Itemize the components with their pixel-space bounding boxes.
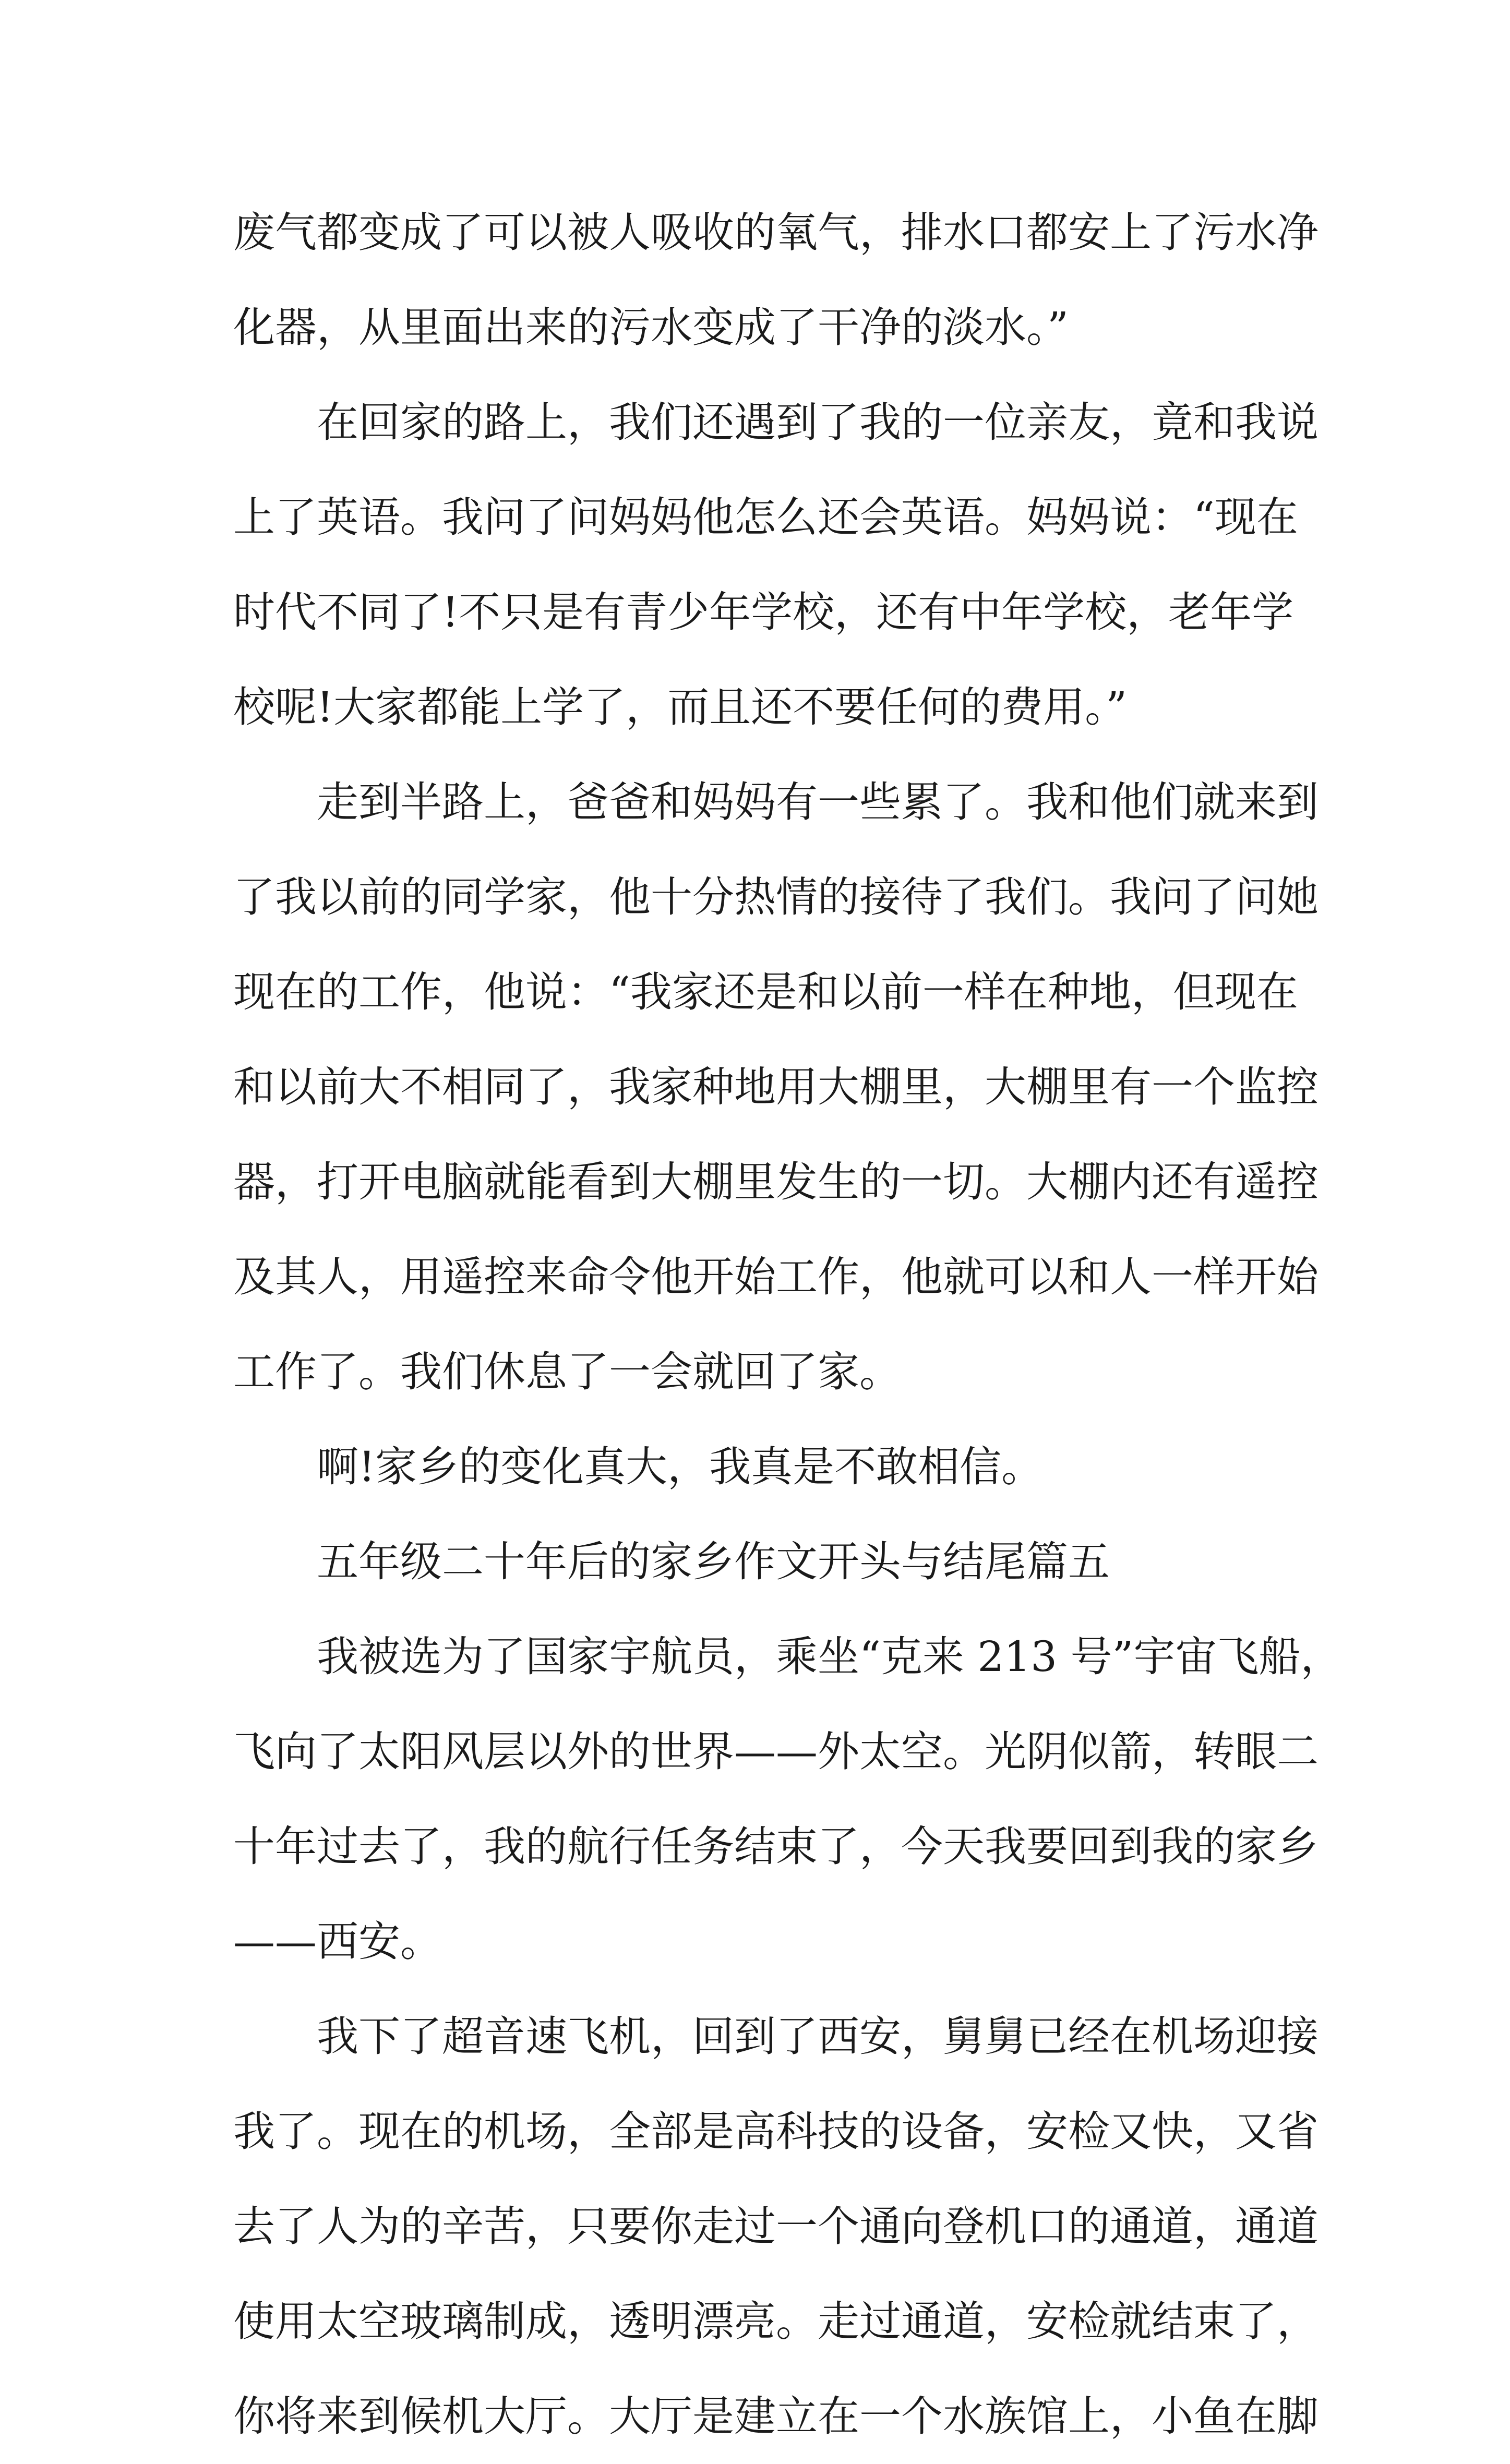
section-heading-line: 五年级二十年后的家乡作文开头与结尾篇五 [317, 1537, 1110, 1586]
text-line: 我了。现在的机场，全部是高科技的设备，安检又快，又省 [233, 2107, 1319, 2156]
text-line: 了我以前的同学家，他十分热情的接待了我们。我问了问她 [233, 873, 1319, 921]
paragraph-start-line: 我被选为了国家宇航员，乘坐“克来 213 号”宇宙飞船， [317, 1632, 1343, 1681]
text-line: 化器，从里面出来的污水变成了干净的淡水。” [233, 303, 1069, 352]
paragraph-start-line: 在回家的路上，我们还遇到了我的一位亲友，竟和我说 [317, 398, 1319, 447]
body-text [233, 185, 1343, 2464]
text-line: ——西安。 [233, 1917, 442, 1966]
text-line: 及其人，用遥控来命令他开始工作，他就可以和人一样开始 [233, 1253, 1319, 1301]
text-line: 现在的工作，他说：“我家还是和以前一样在种地，但现在 [233, 968, 1298, 1016]
text-line: 你将来到候机大厅。大厅是建立在一个水族馆上，小鱼在脚 [233, 2392, 1319, 2441]
paragraph-start-line: 啊!家乡的变化真大，我真是不敢相信。 [317, 1443, 1044, 1491]
text-line: 工作了。我们休息了一会就回了家。 [233, 1348, 901, 1396]
text-line: 废气都变成了可以被人吸收的氧气，排水口都安上了污水净 [233, 208, 1319, 257]
text-line: 去了人为的辛苦，只要你走过一个通向登机口的通道，通道 [233, 2202, 1319, 2251]
text-line: 校呢!大家都能上学了，而且还不要任何的费用。” [233, 683, 1128, 731]
text-line: 上了英语。我问了问妈妈他怎么还会英语。妈妈说：“现在 [233, 493, 1298, 542]
text-line: 飞向了太阳风层以外的世界——外太空。光阴似箭，转眼二 [233, 1727, 1319, 1776]
text-line: 时代不同了!不只是有青少年学校，还有中年学校，老年学 [233, 588, 1294, 636]
text-line: 器，打开电脑就能看到大棚里发生的一切。大棚内还有遥控 [233, 1158, 1319, 1206]
paragraph-start-line: 走到半路上，爸爸和妈妈有一些累了。我和他们就来到 [317, 778, 1319, 826]
text-line: 和以前大不相同了，我家种地用大棚里，大棚里有一个监控 [233, 1063, 1319, 1111]
paragraph-start-line: 我下了超音速飞机，回到了西安，舅舅已经在机场迎接 [317, 2012, 1319, 2061]
text-line: 十年过去了，我的航行任务结束了，今天我要回到我的家乡 [233, 1822, 1319, 1871]
text-line: 使用太空玻璃制成，透明漂亮。走过通道，安检就结束了， [233, 2297, 1319, 2346]
